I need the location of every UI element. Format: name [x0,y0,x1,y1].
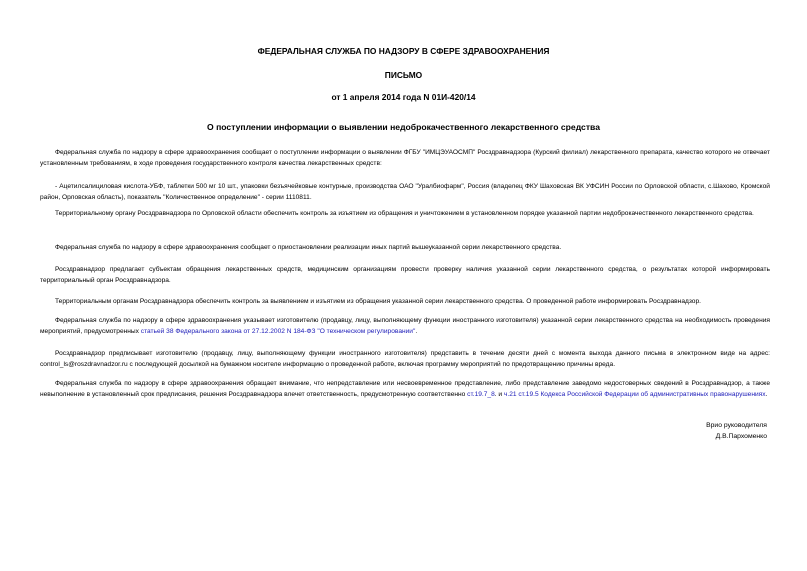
paragraph-3: Территориальному органу Росздравнадзора по Орловской области обеспечить контроль за изъятием из обращения и уничтожением в установленном порядке указанной партии недоброкачественного лекарственного средства. [55,210,754,217]
paragraph-7-text: Федеральная служба по надзору в сфере здравоохранения указывает изготовителю (продавцу, лицу, выполняющему функции иностранного изготовителя) указанной серии лекарственного средства на необходимость проведения мероприятий, предусмотренных [40,317,770,335]
issuing-organization: ФЕДЕРАЛЬНАЯ СЛУЖБА ПО НАДЗОРУ В СФЕРЕ ЗДРАВООХРАНЕНИЯ [257,46,550,56]
paragraph-9-mid: . и [494,391,504,398]
law-184-fz-article-38-link[interactable]: статьей 38 Федерального закона от 27.12.2002 N 184-ФЗ "О техническом регулировании" [140,328,416,335]
paragraph-8: Росздравнадзор предписывает изготовителю (продавцу, лицу, выполняющему функции иностранного изготовителя) представить в течение десяти дней с момента выхода данного письма в электронном виде на адрес: control_ls@roszdravnadzor.ru с последующей досылкой на бумажном носителе информацию о проведенной работе, включая программу мероприятий по предотвращению причины вреда. [40,350,770,368]
signature-position: Врио руководителя [706,422,767,429]
document-date-number: от 1 апреля 2014 года N 01И-420/14 [331,92,476,102]
paragraph-9 [40,378,770,400]
paragraph-5: Росздравнадзор предлагает субъектам обращения лекарственных средств, медицинским организациям провести проверку наличия указанной серии лекарственного средства, о результатах которой информировать территориальный орган Росздравнадзора. [40,266,770,284]
paragraph-1: Федеральная служба по надзору в сфере здравоохранения сообщает о поступлении информации о выявлении ФГБУ "ИМЦЭУАОСМП" Росздравнадзора (Курский филиал) лекарственного препарата, качество которого не отвечает установленным требованиям, в ходе проведения государственного контроля качества лекарственных средств: [40,149,770,167]
paragraph-9-text: Федеральная служба по надзору в сфере здравоохранения обращает внимание, что непредставление или несвоевременное представление, либо представление заведомо недостоверных сведений в Росздравнадзор, а также невыполнение в установленный срок предписания, решения Росздравнадзора влечет ответственность, предусмотренную соответственно [40,380,770,398]
koap-article-19-5-link[interactable]: ч.21 ст.19.5 Кодекса Российской Федерации об административных правонарушениях [503,391,766,398]
koap-article-19-7-8-link[interactable]: ст.19.7_8 [467,391,495,398]
paragraph-9-end: . [765,391,768,398]
paragraph-2: - Ацетилсалициловая кислота-УБФ, таблетки 500 мг 10 шт., упаковки безъячейковые контурные, производства ОАО "Уралбиофарм", Россия (владелец ФКУ Шаховская ВК УФСИН России по Орловской области, с.Шахово, Кромской район, Орловская область), показатель "Количественное определение" - серии 1110811. [40,183,770,201]
paragraph-7 [40,315,770,337]
document-subject: О поступлении информации о выявлении недоброкачественного лекарственного средства [207,122,600,132]
paragraph-6: Территориальным органам Росздравнадзора обеспечить контроль за выявлением и изъятием из обращения указанной серии лекарственного средства. О проведенной работе информировать Росздравнадзор. [55,298,701,305]
paragraph-4: Федеральная служба по надзору в сфере здравоохранения сообщает о приостановлении реализации иных партий вышеуказанной серии лекарственного средства. [55,244,562,251]
signature-name: Д.В.Пархоменко [715,433,767,440]
document-type: ПИСЬМО [384,70,423,80]
paragraph-7-end: . [415,328,418,335]
